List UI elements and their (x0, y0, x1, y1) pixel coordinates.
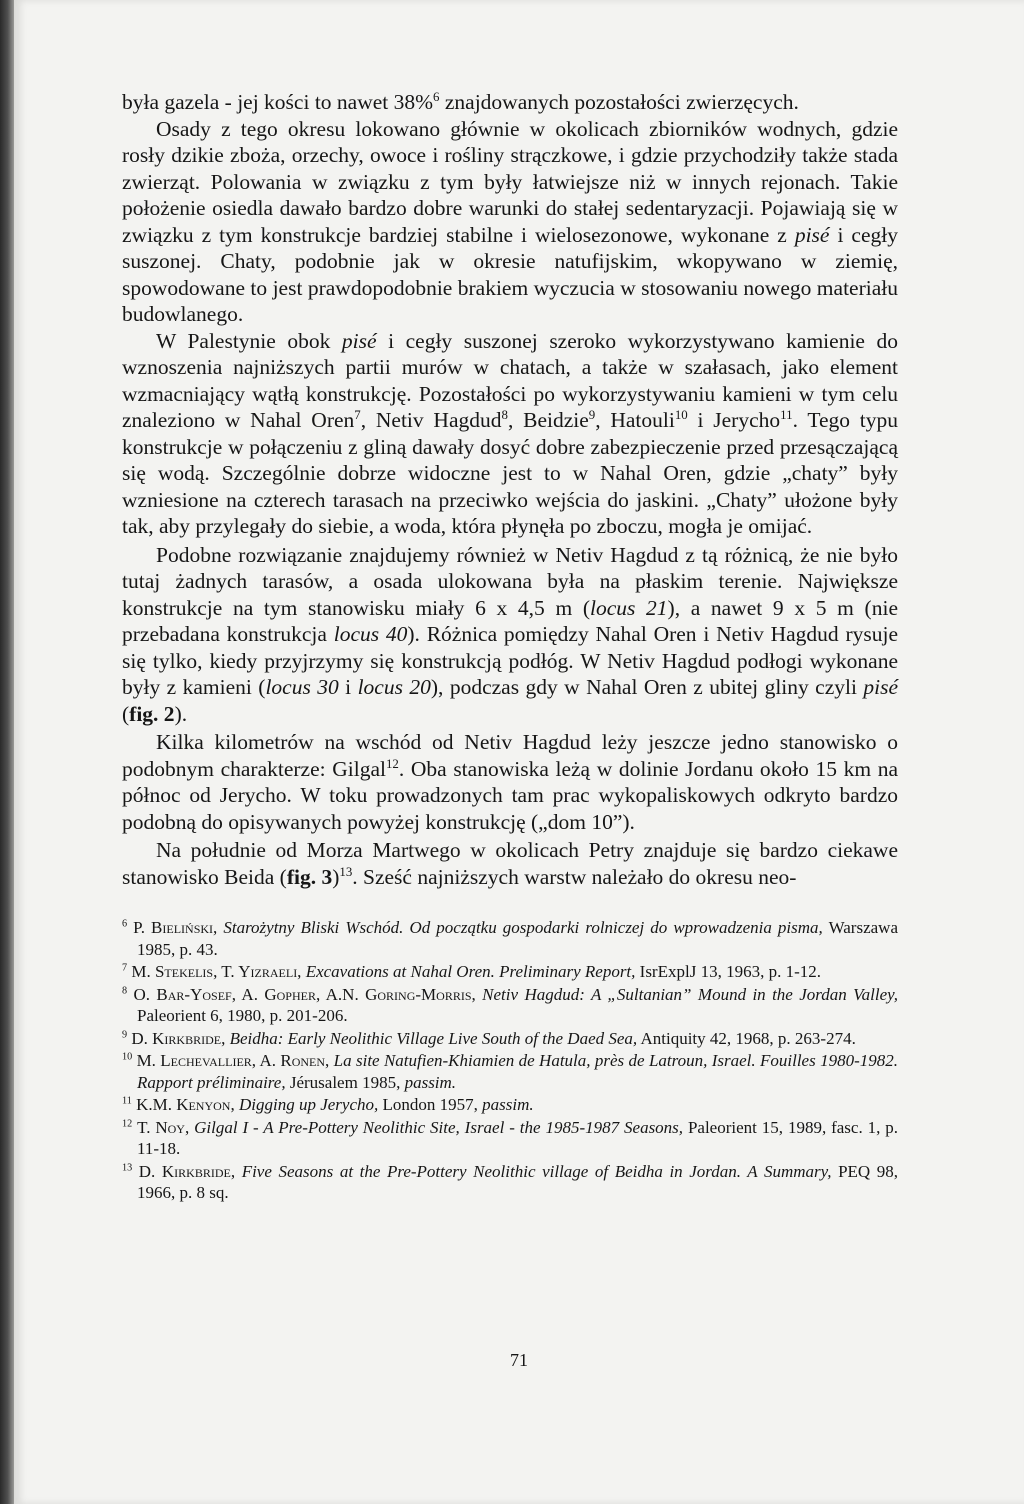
footnote-details: Paleorient 6, 1980, p. 201-206. (137, 1006, 348, 1025)
footnote-author: P. Bieliński, (133, 918, 218, 937)
italic-term: pisé (794, 222, 830, 247)
figure-ref: fig. 3 (286, 864, 333, 889)
footnote-title: Excavations at Nahal Oren. Preliminary Report, (305, 962, 636, 981)
paragraph-3 (122, 328, 898, 540)
footnote-12 (122, 1117, 898, 1160)
italic-term: pisé (863, 675, 899, 699)
text-span: znajdowanych pozostałości zwierzęcych. (439, 90, 799, 114)
figure-ref: fig. 2 (129, 701, 175, 726)
italic-term: locus 40 (333, 622, 408, 646)
footnote-title: Netiv Hagdud: A „Sultanian” Mound in the Jordan Valley, (482, 984, 899, 1004)
page-content (122, 89, 898, 1205)
footnote-title: Gilgal I - A Pre-Pottery Neolithic Site, Israel - the 1985-1987 Seasons, (194, 1117, 684, 1137)
text-span: i (338, 675, 358, 699)
text-span: W Palestynie obok (156, 328, 342, 353)
scan-edge (0, 0, 14, 1504)
footnote-ref: 7 (354, 407, 361, 422)
text-span: ). (174, 701, 188, 726)
footnote-details: Paleorient 15, 1989, fasc. 1, p. 11-18. (137, 1117, 899, 1158)
footnote-passim: passim. (482, 1095, 534, 1114)
footnote-details: Jérusalem 1985, (285, 1072, 405, 1092)
footnote-number: 10 (122, 1051, 133, 1063)
text-span: , Hatouli (595, 408, 675, 432)
footnote-title: Beidha: Early Neolithic Village Live South of the Daed Sea, (229, 1028, 638, 1048)
footnote-ref: 13 (339, 864, 353, 879)
text-span: Podobne rozwiązanie znajdujemy również w Netiv Hagdud z tą różnicą, że nie było tutaj żadnych tarasów, a osada ulokowana była na płaskim terenie. Największe konstrukcje na tym stanowisku miały 6 x 4,5 m ( (122, 542, 898, 620)
text-span: , Netiv Hagdud (360, 408, 502, 432)
footnote-number: 11 (122, 1095, 132, 1107)
italic-term: locus 20 (357, 675, 431, 699)
footnote-title: La site Natufien-Khiamien de Hatula, près de Latroun, Israel. Fouilles 1980-1982. Rapport préliminaire, (137, 1051, 898, 1092)
italic-term: locus 21 (589, 595, 668, 620)
footnote-8 (122, 984, 898, 1027)
footnote-number: 13 (122, 1161, 133, 1173)
text-span: i cegły suszonej szeroko wykorzystywano kamienie do wznoszenia najniższych partii murów w chatach, a także w szałasach, jako element wzmacniający wątłą konstrukcję. Pozostałości po wykorzystywaniu kamieni w tym celu znaleziono w Nahal Oren (122, 328, 899, 432)
footnote-11 (122, 1094, 898, 1116)
italic-term: locus 30 (265, 675, 339, 699)
footnote-number: 7 (122, 962, 128, 974)
footnote-author: O. Bar-Yosef, A. Gopher, A.N. Goring-Morris, (133, 984, 476, 1004)
footnote-author: T. Noy, (137, 1117, 190, 1137)
footnotes (122, 917, 898, 1204)
footnote-number: 8 (122, 984, 128, 996)
footnote-title: Five Seasons at the Pre-Pottery Neolithic village of Beidha in Jordan. A Summary, (241, 1161, 832, 1181)
footnote-6 (122, 917, 898, 960)
text-span: ), a nawet 9 x 5 m (nie przebadana konstrukcja (122, 595, 898, 646)
text-span: Osady z tego okresu lokowano głównie w okolicach zbiorników wodnych, gdzie rosły dzikie zboża, orzechy, owoce i rośliny strączkowe, i gdzie przychodziły także stada zwierząt. Polowania w związku z tym były łatwiejsze niż w innych rejonach. Takie położenie osiedla dawało bardzo dobre warunki do stałej sedentaryzacji. Pojawiają się w związku z tym konstrukcje bardziej stabilne i wielosezonowe, wykonane z (122, 116, 898, 247)
paragraph-5 (122, 729, 898, 835)
paragraph-4 (122, 542, 898, 728)
footnote-7 (122, 961, 898, 983)
text-span: i Jerycho (687, 408, 781, 432)
footnote-author: D. Kirkbride, (138, 1161, 236, 1181)
italic-term: pisé (341, 328, 377, 353)
footnote-details: Antiquity 42, 1968, p. 263-274. (637, 1028, 856, 1048)
text-span: , Beidzie (507, 408, 589, 432)
footnote-13 (122, 1161, 898, 1204)
text-span: ) (332, 864, 340, 889)
footnote-ref: 12 (385, 756, 399, 771)
text-span: była gazela - jej kości to nawet 38% (122, 90, 434, 114)
footnote-title: Starożytny Bliski Wschód. Od początku gospodarki rolniczej do wprowadzenia pisma, (223, 918, 823, 937)
text-span: . Tego typu konstrukcje w połączeniu z gliną dawały dosyć dobre zabezpieczenie przed przesączającą się wodą. Szczególnie dobrze widoczne jest to w Nahal Oren, gdzie „chaty” były wzniesione na czterech tarasach na przeciwko wejścia do jaskini. „Chaty” ułożone były tak, aby przylegały do siebie, a woda, która płynęła po zboczu, mogła je omijać. (122, 408, 898, 538)
footnote-author: K.M. Kenyon, (136, 1095, 235, 1114)
text-span: ), podczas gdy w Nahal Oren z ubitej gliny czyli (430, 675, 864, 699)
footnote-author: M. Lechevallier, A. Ronen, (136, 1051, 330, 1070)
footnote-author: M. Stekelis, T. Yizraeli, (131, 962, 302, 981)
footnote-number: 12 (122, 1117, 133, 1129)
footnote-details: IsrExplJ 13, 1963, p. 1-12. (635, 962, 821, 981)
footnote-ref: 6 (433, 89, 440, 104)
paragraph-6 (122, 837, 898, 890)
text-span: . Oba stanowiska leżą w dolinie Jordanu około 15 km na północ od Jerycho. W toku prowadzonych tam prac wykopaliskowych odkryto bardzo podobną do opisywanych powyżej konstrukcję („dom 10”). (122, 756, 898, 834)
paragraph-1 (122, 89, 898, 116)
footnote-ref: 9 (588, 407, 596, 422)
footnote-details: London 1957, (378, 1095, 483, 1114)
text-span: ( (122, 701, 130, 726)
text-span: i cegły suszonej. Chaty, podobnie jak w okresie natufijskim, wkopywano w ziemię, spowodowane to jest prawdopodobnie brakiem wyczucia w stosowaniu nowego materiału budowlanego. (122, 222, 898, 326)
footnote-9 (122, 1028, 898, 1050)
main-text (122, 89, 898, 890)
footnote-details: Warszawa 1985, p. 43. (137, 918, 898, 959)
footnote-ref: 8 (501, 407, 508, 422)
text-span: Kilka kilometrów na wschód od Netiv Hagdud leży jeszcze jedno stanowisko o podobnym charakterze: Gilgal (122, 730, 898, 781)
text-span: . Sześć najniższych warstw należało do okresu neo- (352, 864, 797, 889)
page-number: 71 (510, 1350, 528, 1370)
text-span: Na południe od Morza Martwego w okolicach Petry znajduje się bardzo ciekawe stanowisko Beida ( (122, 838, 898, 889)
footnote-number: 9 (122, 1028, 128, 1040)
footnote-author: D. Kirkbride, (131, 1028, 226, 1048)
footnote-ref: 11 (780, 407, 793, 422)
footnote-title: Digging up Jerycho, (238, 1095, 379, 1114)
footnote-passim: passim. (404, 1072, 457, 1092)
paragraph-2 (122, 116, 898, 328)
footnote-10 (122, 1050, 898, 1093)
book-page (14, 0, 1024, 1504)
footnote-number: 6 (122, 918, 128, 930)
footnote-ref: 10 (674, 407, 688, 422)
footnote-details: PEQ 98, 1966, p. 8 sq. (137, 1161, 899, 1202)
text-span: ). Różnica pomiędzy Nahal Oren i Netiv Hagdud rysuje się tylko, kiedy przyjrzymy się konstrukcją podłóg. W Netiv Hagdud podłogi wykonane były z kamieni ( (122, 622, 898, 699)
